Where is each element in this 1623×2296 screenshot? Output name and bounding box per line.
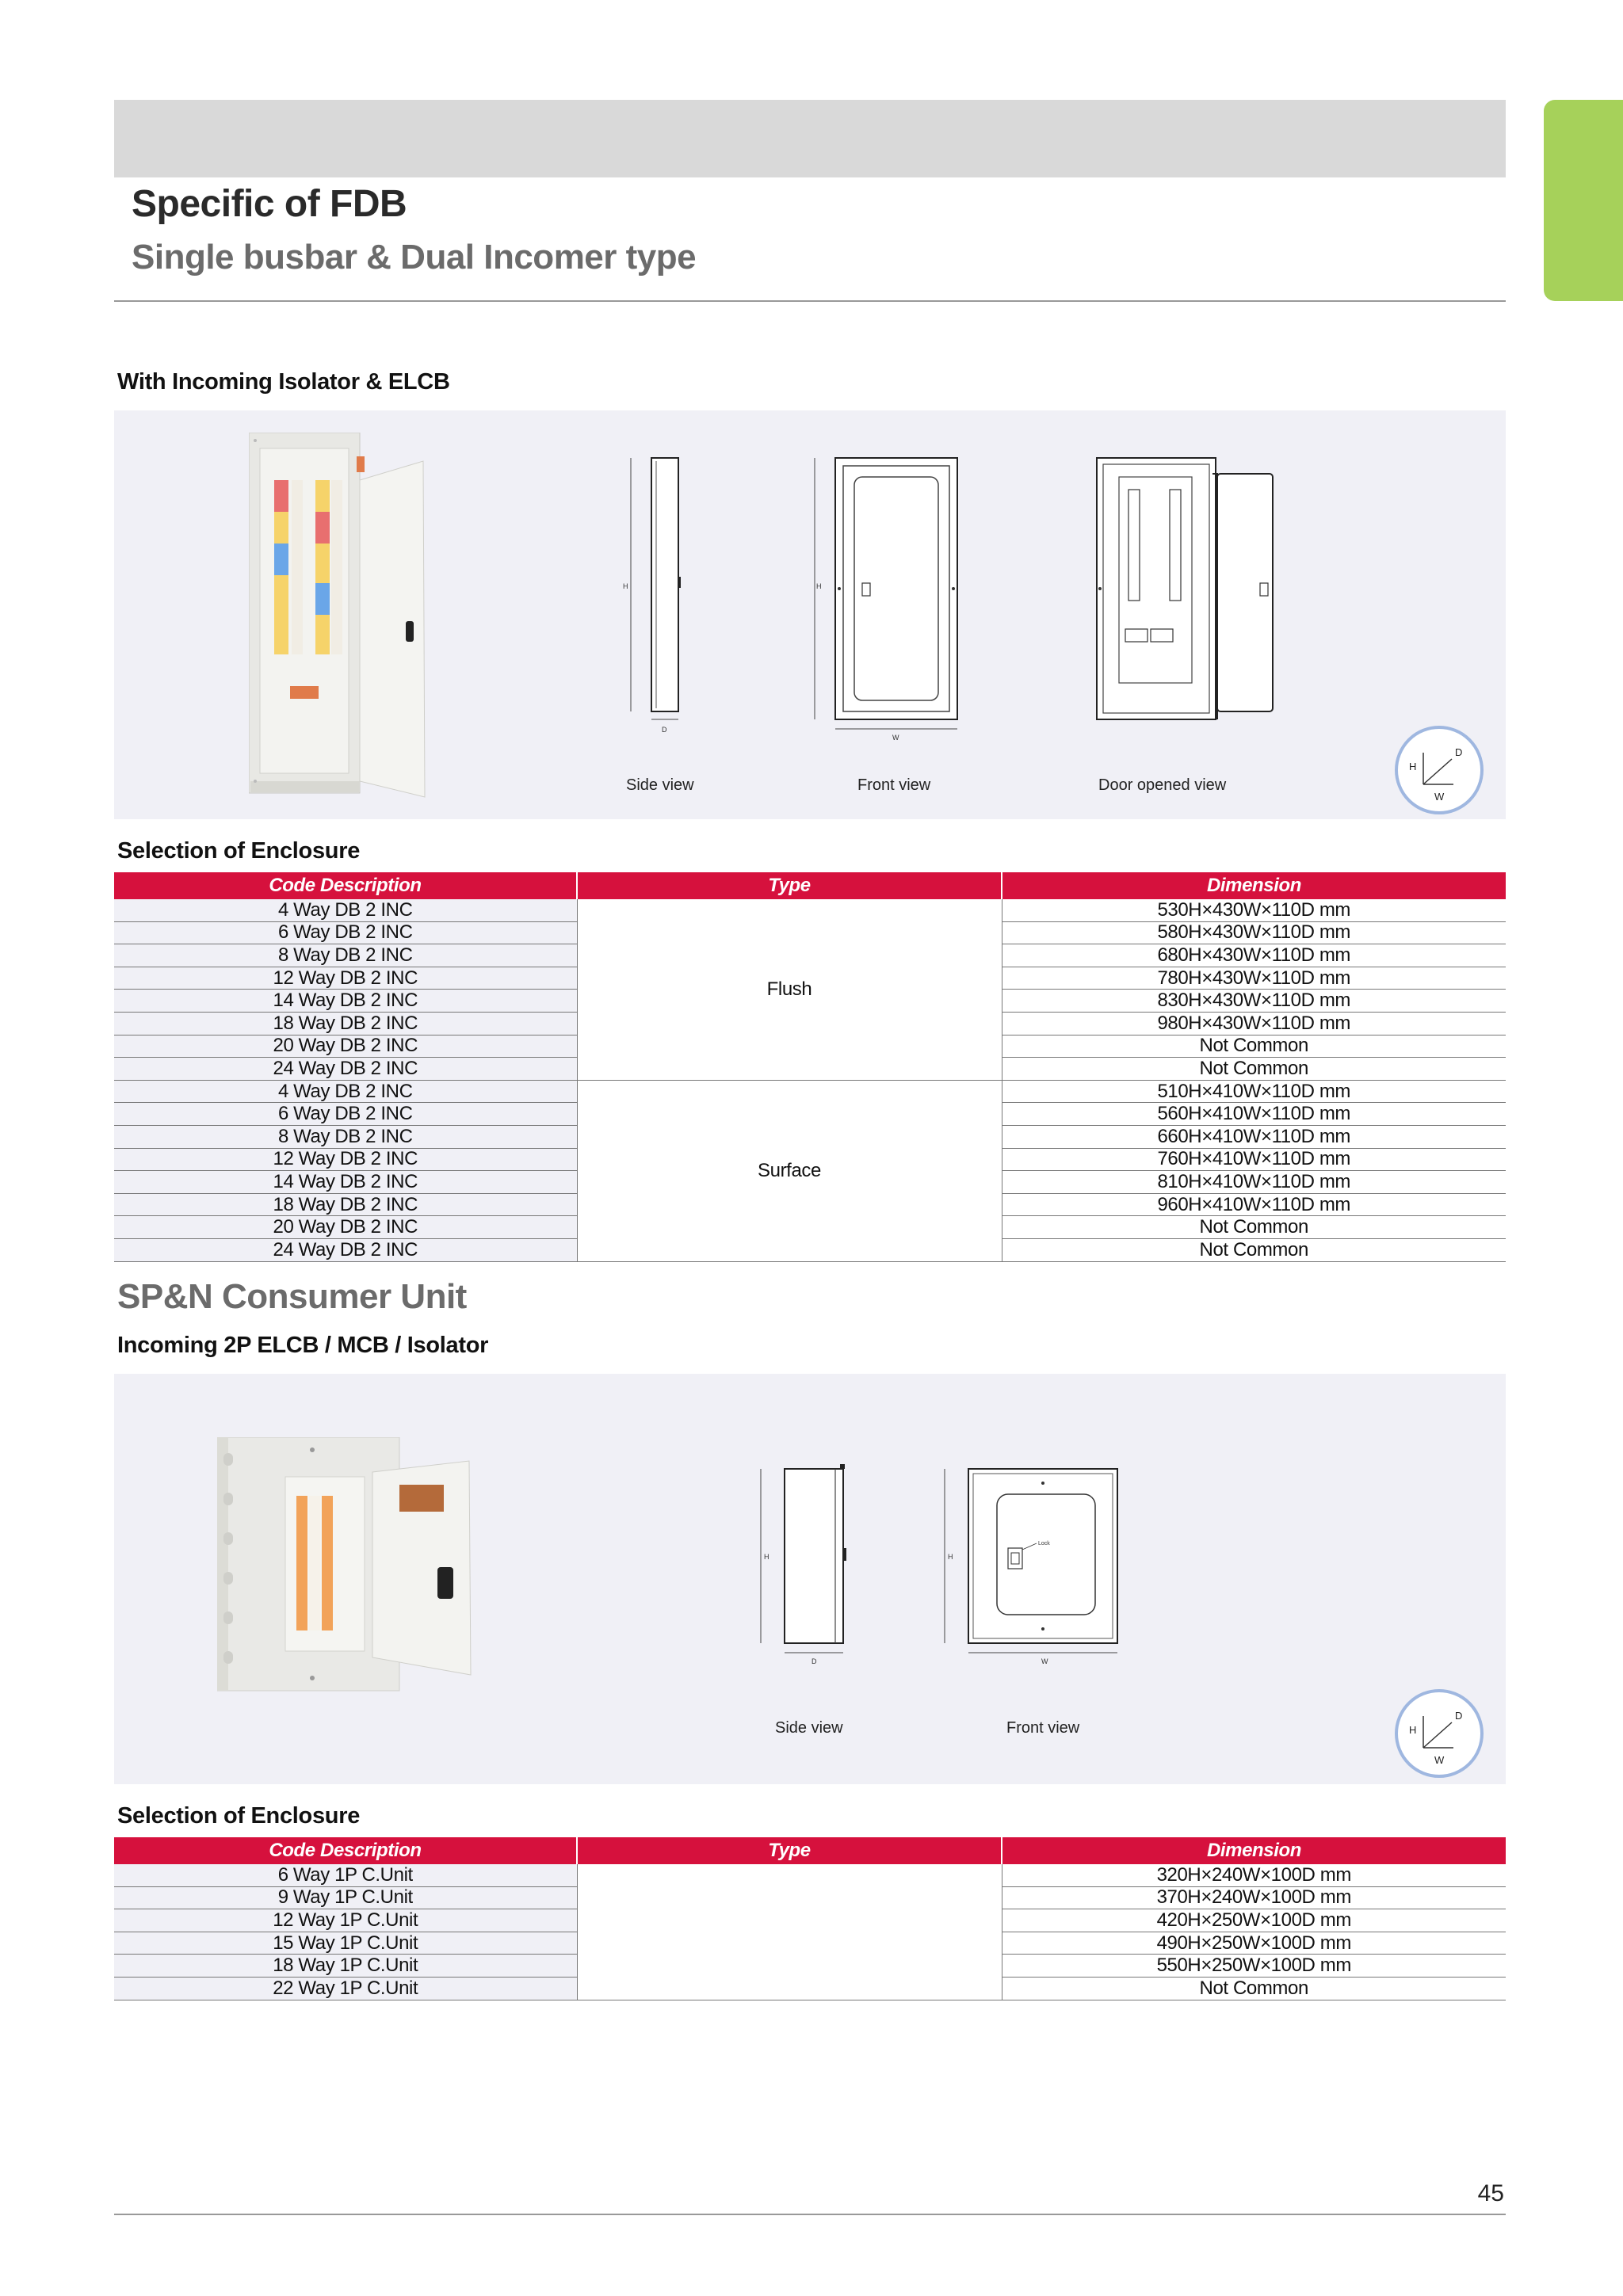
cu-axis-legend-icon (1392, 1686, 1487, 1781)
cu-legend-h: H (1409, 1724, 1417, 1736)
front-view-drawing (812, 450, 1002, 783)
dimension-cell: 370H×240W×100D mm (1002, 1886, 1506, 1909)
col-header-type: Type (577, 872, 1002, 899)
dimension-cell: 810H×410W×110D mm (1002, 1171, 1506, 1194)
lock-label: Lock (1038, 1541, 1050, 1547)
dimension-cell: 780H×430W×110D mm (1002, 967, 1506, 990)
dimension-cell: Not Common (1002, 1216, 1506, 1239)
col-header-code: Code Description (114, 872, 577, 899)
table-row (114, 899, 1506, 921)
table-row (114, 1080, 1506, 1103)
cu-front-h-label: H (948, 1553, 953, 1561)
dimension-cell: 680H×430W×110D mm (1002, 944, 1506, 967)
cu-side-view-caption: Side view (775, 1719, 843, 1737)
page-subtitle: Single busbar & Dual Incomer type (132, 238, 697, 277)
axis-legend-icon (1392, 723, 1487, 818)
section1-heading: With Incoming Isolator & ELCB (117, 369, 450, 395)
cu-side-d-label: D (812, 1657, 817, 1665)
dimension-cell: 510H×410W×110D mm (1002, 1080, 1506, 1103)
section1-selection-heading: Selection of Enclosure (117, 838, 361, 864)
section2-heading: Incoming 2P ELCB / MCB / Isolator (117, 1333, 489, 1358)
dimension-cell: 550H×250W×100D mm (1002, 1955, 1506, 1978)
dimension-cell: 320H×240W×100D mm (1002, 1864, 1506, 1886)
legend-h: H (1409, 761, 1417, 772)
legend-w: W (1434, 791, 1445, 803)
side-view-caption: Side view (626, 776, 694, 794)
door-opened-caption: Door opened view (1098, 776, 1227, 794)
code-cell: 15 Way 1P C.Unit (114, 1932, 577, 1955)
dimension-cell: 980H×430W×110D mm (1002, 1012, 1506, 1035)
side-view-drawing (621, 450, 812, 783)
table-row (114, 1864, 1506, 1886)
cu-col-header-type: Type (577, 1837, 1002, 1864)
cu-front-view-drawing (938, 1461, 1160, 1699)
door-opened-drawing (1094, 450, 1300, 783)
code-cell: 24 Way DB 2 INC (114, 1058, 577, 1081)
code-cell: 4 Way DB 2 INC (114, 899, 577, 921)
type-cell: Flush (577, 899, 1002, 1080)
dimension-cell: 760H×410W×110D mm (1002, 1148, 1506, 1171)
header-divider (114, 300, 1506, 302)
code-cell: 6 Way DB 2 INC (114, 1103, 577, 1126)
cu-col-header-dimension: Dimension (1002, 1837, 1506, 1864)
code-cell: 12 Way 1P C.Unit (114, 1909, 577, 1932)
code-cell: 18 Way DB 2 INC (114, 1012, 577, 1035)
header-bar (114, 100, 1506, 177)
dimension-cell: Not Common (1002, 1058, 1506, 1081)
cu-legend-d: D (1455, 1710, 1463, 1722)
front-dim-h-label: H (816, 582, 822, 590)
dim-d-label: D (662, 726, 667, 734)
dimension-cell: 960H×410W×110D mm (1002, 1193, 1506, 1216)
cu-enclosure-table (114, 1837, 1506, 2000)
code-cell: 9 Way 1P C.Unit (114, 1886, 577, 1909)
dimension-cell: 420H×250W×100D mm (1002, 1909, 1506, 1932)
legend-d: D (1455, 746, 1463, 758)
code-cell: 18 Way 1P C.Unit (114, 1955, 577, 1978)
front-view-caption: Front view (857, 776, 931, 794)
dimension-cell: 660H×410W×110D mm (1002, 1125, 1506, 1148)
section2-title: SP&N Consumer Unit (117, 1277, 467, 1316)
dimension-cell: Not Common (1002, 1035, 1506, 1058)
cu-legend-w: W (1434, 1754, 1445, 1766)
code-cell: 4 Way DB 2 INC (114, 1080, 577, 1103)
dimension-cell: 530H×430W×110D mm (1002, 899, 1506, 921)
code-cell: 14 Way DB 2 INC (114, 1171, 577, 1194)
code-cell: 8 Way DB 2 INC (114, 944, 577, 967)
section2-figure-panel (114, 1374, 1506, 1784)
dimension-cell: 830H×430W×110D mm (1002, 990, 1506, 1013)
dimension-cell: Not Common (1002, 1238, 1506, 1261)
code-cell: 20 Way DB 2 INC (114, 1035, 577, 1058)
code-cell: 8 Way DB 2 INC (114, 1125, 577, 1148)
code-cell: 12 Way DB 2 INC (114, 967, 577, 990)
section1-figure-panel (114, 410, 1506, 819)
code-cell: 22 Way 1P C.Unit (114, 1977, 577, 2000)
dimension-cell: 560H×410W×110D mm (1002, 1103, 1506, 1126)
type-cell (577, 1864, 1002, 2000)
front-dim-w-label: W (892, 734, 899, 742)
footer-divider (114, 2214, 1506, 2215)
type-cell: Surface (577, 1080, 1002, 1261)
fdb-product-photo (249, 433, 447, 814)
dimension-cell: 580H×430W×110D mm (1002, 921, 1506, 944)
code-cell: 20 Way DB 2 INC (114, 1216, 577, 1239)
section2-selection-heading: Selection of Enclosure (117, 1803, 361, 1829)
cu-front-w-label: W (1041, 1657, 1048, 1665)
consumer-unit-photo (217, 1437, 590, 1722)
code-cell: 14 Way DB 2 INC (114, 990, 577, 1013)
dimension-cell: Not Common (1002, 1977, 1506, 2000)
cu-front-view-caption: Front view (1006, 1719, 1080, 1737)
cu-col-header-code: Code Description (114, 1837, 577, 1864)
col-header-dimension: Dimension (1002, 872, 1506, 899)
code-cell: 6 Way 1P C.Unit (114, 1864, 577, 1886)
page-number: 45 (1477, 2180, 1504, 2206)
cu-side-h-label: H (764, 1553, 769, 1561)
dimension-cell: 490H×250W×100D mm (1002, 1932, 1506, 1955)
fdb-enclosure-table (114, 872, 1506, 1262)
code-cell: 12 Way DB 2 INC (114, 1148, 577, 1171)
chapter-tab (1544, 100, 1623, 301)
code-cell: 24 Way DB 2 INC (114, 1238, 577, 1261)
code-cell: 6 Way DB 2 INC (114, 921, 577, 944)
code-cell: 18 Way DB 2 INC (114, 1193, 577, 1216)
dim-h-label: H (623, 582, 628, 590)
page-title: Specific of FDB (132, 183, 407, 225)
